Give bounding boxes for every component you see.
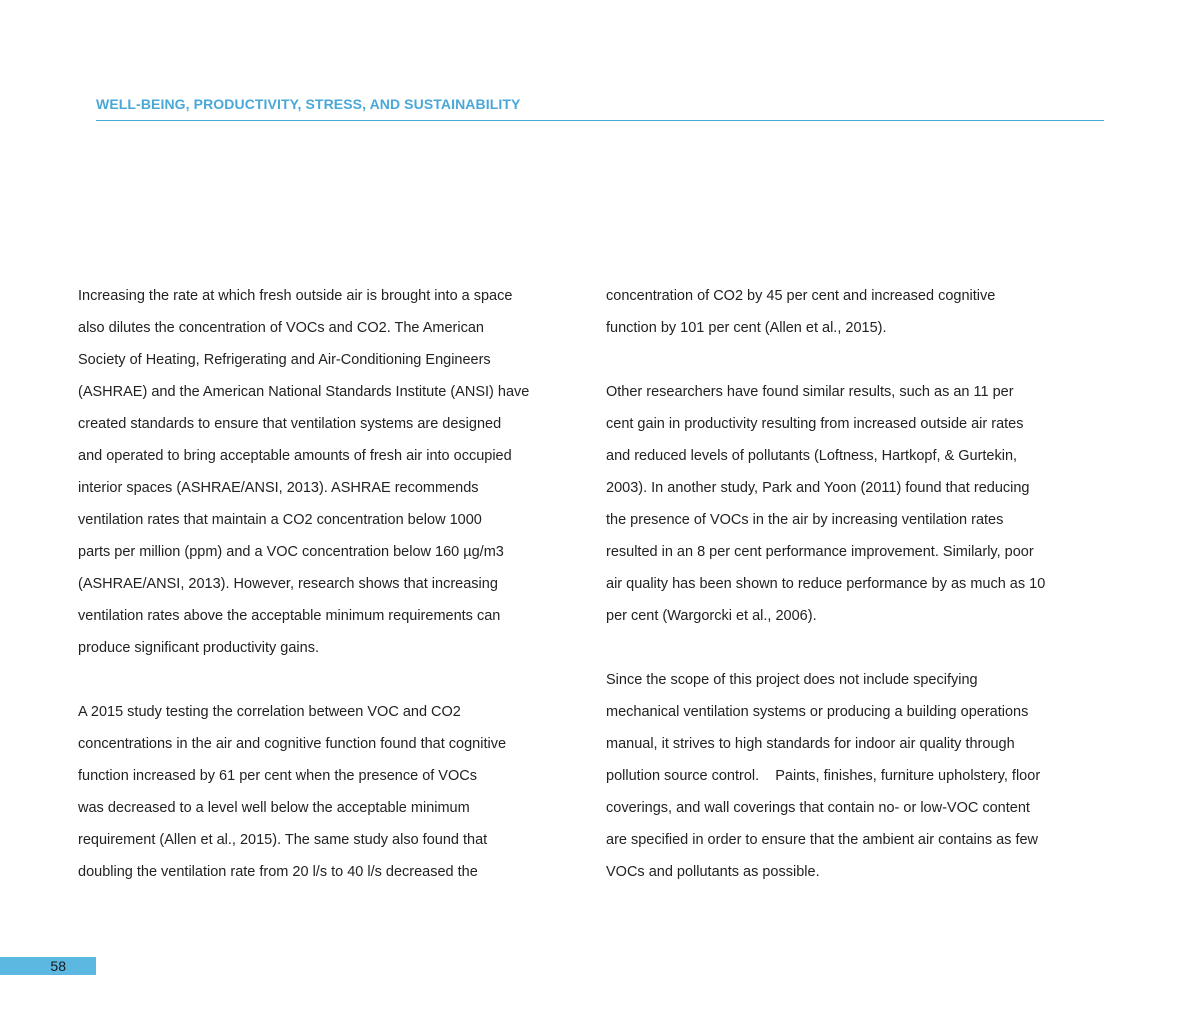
text-line: mechanical ventilation systems or producing a building operations [606,704,1029,720]
text-line: doubling the ventilation rate from 20 l/s to 40 l/s decreased the [78,864,478,880]
page-number: 58 [50,958,66,974]
text-line: and operated to bring acceptable amounts of fresh air into occupied [78,448,512,464]
left-column [78,280,568,920]
text-line: concentrations in the air and cognitive function found that cognitive [78,736,507,752]
text-line: (ASHRAE) and the American National Standards Institute (ANSI) have [78,384,530,400]
text-line: requirement (Allen et al., 2015). The same study also found that [78,832,488,848]
text-line: VOCs and pollutants as possible. [606,864,820,880]
text-line: resulted in an 8 per cent performance improvement. Similarly, poor [606,544,1034,560]
paragraph-2015-study [78,696,568,888]
page-number-tab [0,957,96,975]
text-line: are specified in order to ensure that the ambient air contains as few [606,832,1039,848]
text-line: cent gain in productivity resulting from increased outside air rates [606,416,1024,432]
text-line: Society of Heating, Refrigerating and Air-Conditioning Engineers [78,352,491,368]
section-title: WELL-BEING, PRODUCTIVITY, STRESS, AND SUSTAINABILITY [96,96,521,112]
text-line: and reduced levels of pollutants (Loftness, Hartkopf, & Gurtekin, [606,448,1018,464]
text-line: the presence of VOCs in the air by increasing ventilation rates [606,512,1004,528]
text-line: interior spaces (ASHRAE/ANSI, 2013). ASHRAE recommends [78,480,479,496]
text-line: was decreased to a level well below the acceptable minimum [78,800,470,816]
text-line: Increasing the rate at which fresh outside air is brought into a space [78,288,513,304]
text-line: (ASHRAE/ANSI, 2013). However, research shows that increasing [78,576,498,592]
text-line: pollution source control. Paints, finishes, furniture upholstery, floor [606,768,1041,784]
text-line: coverings, and wall coverings that contain no- or low-VOC content [606,800,1030,816]
text-line: manual, it strives to high standards for indoor air quality through [606,736,1015,752]
paragraph-continued [606,280,1096,344]
text-line: A 2015 study testing the correlation between VOC and CO2 [78,704,461,720]
text-line: parts per million (ppm) and a VOC concentration below 160 µg/m3 [78,544,504,560]
text-line: 2003). In another study, Park and Yoon (2011) found that reducing [606,480,1030,496]
text-line: per cent (Wargorcki et al., 2006). [606,608,817,624]
text-line: also dilutes the concentration of VOCs and CO2. The American [78,320,484,336]
text-line: produce significant productivity gains. [78,640,319,656]
paragraph-other-research [606,376,1096,632]
text-line: function increased by 61 per cent when the presence of VOCs [78,768,477,784]
text-line: air quality has been shown to reduce performance by as much as 10 [606,576,1046,592]
paragraph-project-scope [606,664,1096,888]
text-line: Other researchers have found similar results, such as an 11 per [606,384,1014,400]
header-divider [96,120,1104,121]
text-line: concentration of CO2 by 45 per cent and increased cognitive [606,288,996,304]
text-line: Since the scope of this project does not include specifying [606,672,978,688]
right-column [606,280,1096,920]
text-line: ventilation rates above the acceptable minimum requirements can [78,608,501,624]
text-line: function by 101 per cent (Allen et al., 2015). [606,320,887,336]
text-line: created standards to ensure that ventilation systems are designed [78,416,502,432]
paragraph-ventilation-standards [78,280,568,664]
text-line: ventilation rates that maintain a CO2 concentration below 1000 [78,512,482,528]
